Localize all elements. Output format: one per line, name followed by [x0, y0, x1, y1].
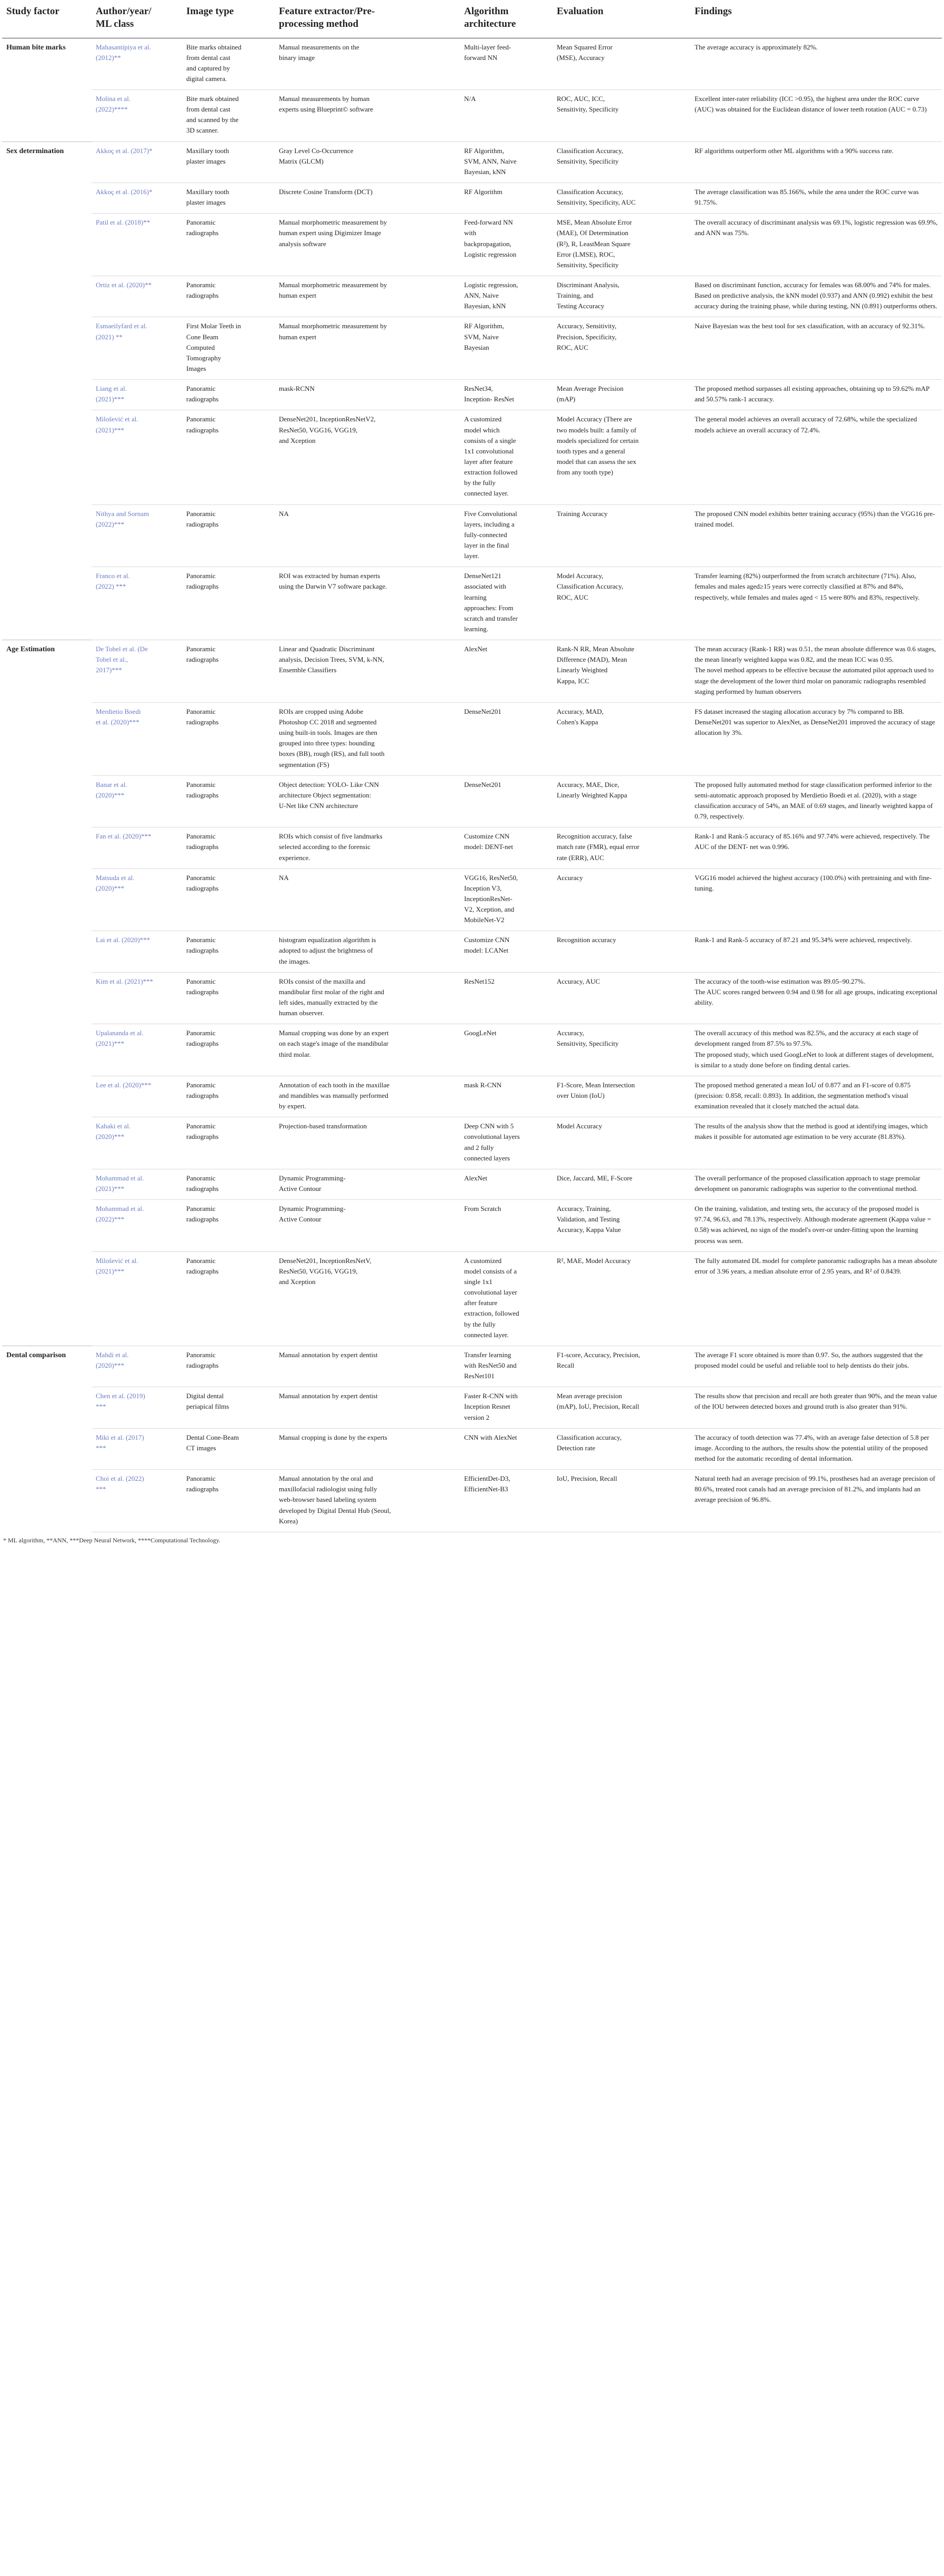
findings-cell: The average accuracy is approximately 82%. [690, 38, 942, 90]
feature-extractor-cell: Manual cropping is done by the experts [275, 1428, 460, 1469]
author-link[interactable]: Patil et al. (2018)** [92, 214, 182, 276]
image-type-cell: Dental Cone-Beam CT images [182, 1428, 275, 1469]
findings-cell: The average classification was 85.166%, while the area under the ROC curve was 91.75%. [690, 183, 942, 214]
study-factor-cell [2, 1470, 92, 1532]
study-factor-cell [2, 380, 92, 410]
evaluation-cell: Accuracy, Sensitivity, Precision, Specificity, ROC, AUC [553, 317, 690, 380]
table-row [2, 380, 942, 410]
algorithm-cell: RF Algorithm, SVM, Naive Bayesian [460, 317, 553, 380]
author-link[interactable]: Mohammad et al. (2021)*** [92, 1169, 182, 1199]
author-link[interactable]: De Tobel et al. (De Tobel et al., 2017)*** [92, 640, 182, 703]
study-factor-cell [2, 1117, 92, 1169]
table-row [2, 410, 942, 504]
author-link[interactable]: Upalananda et al. (2021)*** [92, 1024, 182, 1076]
algorithm-cell: A customized model which consists of a single 1x1 convolutional layer after feature extraction followed by the fully connected layer. [460, 410, 553, 504]
author-link[interactable]: Milošević et al. (2021)*** [92, 1251, 182, 1346]
table-row [2, 775, 942, 827]
algorithm-cell: mask R-CNN [460, 1076, 553, 1117]
findings-cell: The average F1 score obtained is more than 0.97. So, the authors suggested that the proposed model could be useful and reliable tool to help dentists do their jobs. [690, 1346, 942, 1387]
author-link[interactable]: Fan et al. (2020)*** [92, 827, 182, 868]
image-type-cell: Panoramic radiographs [182, 1200, 275, 1252]
feature-extractor-cell: ROIs are cropped using Adobe Photoshop CC 2018 and segmented using built-in tools. Images are then grouped into three types: bounding boxes (BB), rough (RS), and full tooth segmentation (FS) [275, 702, 460, 775]
algorithm-cell: Faster R-CNN with Inception Resnet version 2 [460, 1387, 553, 1428]
evaluation-cell: R², MAE, Model Accuracy [553, 1251, 690, 1346]
author-link[interactable]: Nithya and Sornam (2022)*** [92, 504, 182, 567]
algorithm-cell: DenseNet201 [460, 775, 553, 827]
image-type-cell: Bite marks obtained from dental cast and captured by digital camera. [182, 38, 275, 90]
header-findings: Findings [690, 1, 942, 38]
author-link[interactable]: Miki et al. (2017) *** [92, 1428, 182, 1469]
study-factor-cell [2, 214, 92, 276]
image-type-cell: Panoramic radiographs [182, 1470, 275, 1532]
evaluation-cell: Accuracy [553, 868, 690, 931]
study-factor-cell [2, 276, 92, 317]
algorithm-cell: VGG16, ResNet50, Inception V3, InceptionResNet- V2, Xception, and MobileNet-V2 [460, 868, 553, 931]
findings-cell: Excellent inter-rater reliability (ICC >0.95), the highest area under the ROC curve (AUC) was obtained for the Euclidean distance of lower teeth rotation (AUC = 0.73) [690, 90, 942, 142]
algorithm-cell: AlexNet [460, 1169, 553, 1199]
header-image-type: Image type [182, 1, 275, 38]
findings-cell: The fully automated DL model for complete panoramic radiographs has a mean absolute error of 3.96 years, a median absolute error of 2.95 years, and R² of 0.8439. [690, 1251, 942, 1346]
author-link[interactable]: Chen et al. (2019) *** [92, 1387, 182, 1428]
algorithm-cell: Logistic regression, ANN, Naive Bayesian, kNN [460, 276, 553, 317]
algorithm-cell: Transfer learning with ResNet50 and ResNet101 [460, 1346, 553, 1387]
table-row [2, 1169, 942, 1199]
table-row [2, 183, 942, 214]
author-link[interactable]: Lai et al. (2020)*** [92, 931, 182, 972]
feature-extractor-cell: Manual annotation by expert dentist [275, 1346, 460, 1387]
findings-cell: The overall accuracy of discriminant analysis was 69.1%, logistic regression was 69.9%, and ANN was 75%. [690, 214, 942, 276]
image-type-cell: Maxillary tooth plaster images [182, 142, 275, 183]
author-link[interactable]: Kahaki et al. (2020)*** [92, 1117, 182, 1169]
header-evaluation: Evaluation [553, 1, 690, 38]
algorithm-cell: Feed-forward NN with backpropagation, Logistic regression [460, 214, 553, 276]
footnote: * ML algorithm, **ANN, ***Deep Neural Network, ****Computational Technology. [3, 1537, 220, 1544]
evaluation-cell: Recognition accuracy, false match rate (FMR), equal error rate (ERR), AUC [553, 827, 690, 868]
study-factor-cell [2, 317, 92, 380]
evaluation-cell: F1-Score, Mean Intersection over Union (IoU) [553, 1076, 690, 1117]
study-factor-cell [2, 183, 92, 214]
evaluation-cell: Recognition accuracy [553, 931, 690, 972]
findings-cell: The overall performance of the proposed classification approach to stage premolar development on panoramic radiographs was superior to the conventional method. [690, 1169, 942, 1199]
image-type-cell: Panoramic radiographs [182, 380, 275, 410]
study-factor-cell: Sex determination [2, 142, 92, 183]
image-type-cell: Panoramic radiographs [182, 1024, 275, 1076]
feature-extractor-cell: Manual morphometric measurement by human expert [275, 276, 460, 317]
image-type-cell: Panoramic radiographs [182, 410, 275, 504]
image-type-cell: Panoramic radiographs [182, 504, 275, 567]
evaluation-cell: Classification accuracy, Detection rate [553, 1428, 690, 1469]
table-row [2, 702, 942, 775]
algorithm-cell: EfficientDet-D3, EfficientNet-B3 [460, 1470, 553, 1532]
table-row [2, 1024, 942, 1076]
study-factor-cell [2, 775, 92, 827]
findings-cell: The accuracy of the tooth-wise estimation was 89.05–90.27%. The AUC scores ranged between 0.94 and 0.98 for all age groups, indicating exceptional ability. [690, 972, 942, 1024]
table-row [2, 317, 942, 380]
study-factor-cell [2, 868, 92, 931]
author-link[interactable]: Esmaeilyfard et al. (2021) ** [92, 317, 182, 380]
evaluation-cell: Accuracy, Training, Validation, and Testing Accuracy, Kappa Value [553, 1200, 690, 1252]
feature-extractor-cell: NA [275, 504, 460, 567]
feature-extractor-cell: Projection-based transformation [275, 1117, 460, 1169]
author-link[interactable]: Merdietio Boedi et al. (2020)*** [92, 702, 182, 775]
image-type-cell: Maxillary tooth plaster images [182, 183, 275, 214]
evaluation-cell: Mean Average Precision (mAP) [553, 380, 690, 410]
algorithm-cell: DenseNet121 associated with learning approaches: From scratch and transfer learning. [460, 567, 553, 640]
feature-extractor-cell: Manual measurements by human experts using Blueprint© software [275, 90, 460, 142]
findings-cell: Based on discriminant function, accuracy for females was 68.00% and 74% for males. Based on predictive analysis, the kNN model (0.937) and ANN (0.992) exhibit the best accuracy during the training phase, while during testing, NN (0.891) outperforms others. [690, 276, 942, 317]
algorithm-cell: Customize CNN model: DENT-net [460, 827, 553, 868]
feature-extractor-cell: Manual measurements on the binary image [275, 38, 460, 90]
image-type-cell: Panoramic radiographs [182, 931, 275, 972]
author-link[interactable]: Lee et al. (2020)*** [92, 1076, 182, 1117]
table-row [2, 1117, 942, 1169]
evaluation-cell: Dice, Jaccard, ME, F-Score [553, 1169, 690, 1199]
evaluation-cell: Mean Squared Error (MSE), Accuracy [553, 38, 690, 90]
feature-extractor-cell: Linear and Quadratic Discriminant analysis, Decision Trees, SVM, k-NN, Ensemble Classifiers [275, 640, 460, 703]
feature-extractor-cell: ROIs consist of the maxilla and mandibular first molar of the right and left sides, manually extracted by the human observer. [275, 972, 460, 1024]
findings-cell: Rank-1 and Rank-5 accuracy of 85.16% and 97.74% were achieved, respectively. The AUC of the DENT- net was 0.996. [690, 827, 942, 868]
evaluation-cell: Discriminant Analysis, Training, and Testing Accuracy [553, 276, 690, 317]
feature-extractor-cell: Dynamic Programming- Active Contour [275, 1200, 460, 1252]
evaluation-cell: Model Accuracy, Classification Accuracy, ROC, AUC [553, 567, 690, 640]
author-link[interactable]: Molina et al. (2022)**** [92, 90, 182, 142]
image-type-cell: Digital dental periapical films [182, 1387, 275, 1428]
study-factor-cell [2, 1428, 92, 1469]
feature-extractor-cell: Manual morphometric measurement by human expert [275, 317, 460, 380]
findings-cell: FS dataset increased the staging allocation accuracy by 7% compared to BB. DenseNet201 was superior to AlexNet, as DenseNet201 improved the accuracy of stage allocation by 3%. [690, 702, 942, 775]
study-factor-cell: Human bite marks [6, 43, 66, 52]
table-row [2, 1251, 942, 1346]
image-type-cell: Panoramic radiographs [182, 1076, 275, 1117]
table-row [2, 1428, 942, 1469]
findings-cell: Naive Bayesian was the best tool for sex classification, with an accuracy of 92.31%. [690, 317, 942, 380]
header-author-year: Author/year/ ML class [92, 1, 182, 38]
algorithm-cell: RF Algorithm, SVM, ANN, Naive Bayesian, kNN [460, 142, 553, 183]
image-type-cell: Panoramic radiographs [182, 868, 275, 931]
study-factor-cell [2, 972, 92, 1024]
author-link[interactable]: Liang et al. (2021)*** [92, 380, 182, 410]
table-row [2, 868, 942, 931]
header-study-factor: Study factor [2, 1, 92, 38]
table-row [2, 931, 942, 972]
algorithm-cell: RF Algorithm [460, 183, 553, 214]
table-header-row [2, 1, 942, 38]
algorithm-cell: Customize CNN model: LCANet [460, 931, 553, 972]
author-link[interactable]: Mahasantipiya et al. (2012)** [92, 38, 182, 90]
author-link[interactable]: Franco et al. (2022) *** [92, 567, 182, 640]
author-link[interactable]: Akkoç et al. (2016)* [92, 183, 182, 214]
table-row [2, 504, 942, 567]
image-type-cell: Panoramic radiographs [182, 1346, 275, 1387]
author-link[interactable]: Mahdi et al. (2020)*** [92, 1346, 182, 1387]
feature-extractor-cell: Manual morphometric measurement by human expert using Digimizer Image analysis software [275, 214, 460, 276]
table-row [2, 972, 942, 1024]
author-link[interactable]: Milošević et al. (2021)*** [92, 410, 182, 504]
evaluation-cell: Classification Accuracy, Sensitivity, Specificity, AUC [553, 183, 690, 214]
study-factor-cell [2, 567, 92, 640]
findings-cell: Transfer learning (82%) outperformed the from scratch architecture (71%). Also, females and males aged≥15 years were correctly classified at 87% and 84%, respectively, while females and males aged < 15 were 80% and 83%, respectively. [690, 567, 942, 640]
study-factor-cell [2, 1024, 92, 1076]
feature-extractor-cell: NA [275, 868, 460, 931]
table-row [2, 142, 942, 183]
study-factor-cell [2, 410, 92, 504]
evaluation-cell: Model Accuracy (There are two models built: a family of models specialized for certain tooth types and a general model that can assess the sex from any tooth type) [553, 410, 690, 504]
study-factor-cell [2, 827, 92, 868]
study-factor-cell [2, 1387, 92, 1428]
evaluation-cell: Accuracy, MAD, Cohen's Kappa [553, 702, 690, 775]
study-factor-cell [2, 90, 92, 142]
study-table [2, 1, 942, 1532]
table-row [2, 1200, 942, 1252]
evaluation-cell: Rank-N RR, Mean Absolute Difference (MAD), Mean Linearly Weighted Kappa, ICC [553, 640, 690, 703]
image-type-cell: Panoramic radiographs [182, 214, 275, 276]
feature-extractor-cell: histogram equalization algorithm is adopted to adjust the brightness of the images. [275, 931, 460, 972]
algorithm-cell: ResNet152 [460, 972, 553, 1024]
feature-extractor-cell: mask-RCNN [275, 380, 460, 410]
table-row [2, 1470, 942, 1532]
study-factor-cell [2, 1169, 92, 1199]
algorithm-cell: Multi-layer feed- forward NN [460, 38, 553, 90]
author-link[interactable]: Matsuda et al. (2020)*** [92, 868, 182, 931]
findings-cell: The results show that precision and recall are both greater than 90%, and the mean value of the IOU between detected boxes and ground truth is also greater than 91%. [690, 1387, 942, 1428]
table-row [2, 90, 942, 142]
feature-extractor-cell: ROIs which consist of five landmarks selected according to the forensic experience. [275, 827, 460, 868]
algorithm-cell: Five Convolutional layers, including a fully-connected layer in the final layer. [460, 504, 553, 567]
findings-cell: The proposed CNN model exhibits better training accuracy (95%) than the VGG16 pre-trained model. [690, 504, 942, 567]
study-factor-cell [2, 702, 92, 775]
table-row [2, 1076, 942, 1117]
evaluation-cell: Training Accuracy [553, 504, 690, 567]
header-feature-extractor: Feature extractor/Pre- processing method [275, 1, 460, 38]
feature-extractor-cell: Manual cropping was done by an expert on each stage's image of the mandibular third molar. [275, 1024, 460, 1076]
image-type-cell: Panoramic radiographs [182, 702, 275, 775]
findings-cell: The results of the analysis show that the method is good at identifying images, which makes it possible for automated age estimation to be very accurate (81.83%). [690, 1117, 942, 1169]
findings-cell: VGG16 model achieved the highest accuracy (100.0%) with pretraining and with fine-tuning. [690, 868, 942, 931]
feature-extractor-cell: DenseNet201, InceptionResNetV, ResNet50, VGG16, VGG19, and Xception [275, 1251, 460, 1346]
table-body [2, 38, 942, 1532]
evaluation-cell: Accuracy, MAE, Dice, Linearly Weighted Kappa [553, 775, 690, 827]
findings-cell: The mean accuracy (Rank-1 RR) was 0.51, the mean absolute difference was 0.6 stages, the mean linearly weighted kappa was 0.82, and the mean ICC was 0.95. The novel method appears to be effective because the automated pilot approach used to stage the development of the lower third molar on panoramic radiographs resembled staging performed by human observers [690, 640, 942, 703]
algorithm-cell: DenseNet201 [460, 702, 553, 775]
image-type-cell: Panoramic radiographs [182, 567, 275, 640]
table-row [2, 567, 942, 640]
evaluation-cell: F1-score, Accuracy, Precision, Recall [553, 1346, 690, 1387]
study-factor-cell: Age Estimation [2, 640, 92, 703]
author-link[interactable]: Ortiz et al. (2020)** [92, 276, 182, 317]
image-type-cell: First Molar Teeth in Cone Beam Computed Tomography Images [182, 317, 275, 380]
feature-extractor-cell: Manual annotation by the oral and maxillofacial radiologist using fully web-browser based labeling system developed by Digital Dental Hub (Seoul, Korea) [275, 1470, 460, 1532]
header-algorithm: Algorithm architecture [460, 1, 553, 38]
study-factor-cell [2, 1251, 92, 1346]
findings-cell: The accuracy of tooth detection was 77.4%, with an average false detection of 5.8 per image. According to the authors, the results show the potential utility of the proposed method for the automatic recording of dental information. [690, 1428, 942, 1469]
findings-cell: Natural teeth had an average precision of 99.1%, prostheses had an average precision of 80.6%, treated root canals had an average precision of 81.2%, and implants had an average precision of 96.8%. [690, 1470, 942, 1532]
table-row [2, 1346, 942, 1387]
evaluation-cell: Classification Accuracy, Sensitivity, Specificity [553, 142, 690, 183]
findings-cell: The proposed fully automated method for stage classification performed inferior to the semi-automatic approach proposed by Merdietio Boedi et al. (2020), with a stage classification accuracy of 54%, an MAE of 0.69 stages, and linearly weighted kappa of 0.79, respectively. [690, 775, 942, 827]
feature-extractor-cell: Manual annotation by expert dentist [275, 1387, 460, 1428]
author-link[interactable]: Kim et al. (2021)*** [92, 972, 182, 1024]
findings-cell: The proposed method generated a mean IoU of 0.877 and an F1-score of 0.875 (precision: 0.858, recall: 0.893). In addition, the segmentation method's visual examination revealed that it closely matched the actual data. [690, 1076, 942, 1117]
image-type-cell: Panoramic radiographs [182, 972, 275, 1024]
findings-cell: On the training, validation, and testing sets, the accuracy of the proposed model is 97.74, 96.63, and 78.13%, respectively. Although moderate agreement (Kappa value = 0.58) was achieved, no sign of the model's over-or under-fitting upon the learning process was seen. [690, 1200, 942, 1252]
evaluation-cell: Accuracy, Sensitivity, Specificity [553, 1024, 690, 1076]
algorithm-cell: N/A [460, 90, 553, 142]
findings-cell: RF algorithms outperform other ML algorithms with a 90% success rate. [690, 142, 942, 183]
algorithm-cell: From Scratch [460, 1200, 553, 1252]
study-factor-cell: Dental comparison [2, 1346, 92, 1387]
evaluation-cell: IoU, Precision, Recall [553, 1470, 690, 1532]
findings-cell: The general model achieves an overall accuracy of 72.68%, while the specialized models achieve an overall accuracy of 72.4%. [690, 410, 942, 504]
study-factor-cell [2, 1076, 92, 1117]
image-type-cell: Panoramic radiographs [182, 1251, 275, 1346]
author-link[interactable]: Banar et al. (2020)*** [92, 775, 182, 827]
evaluation-cell: Accuracy, AUC [553, 972, 690, 1024]
image-type-cell: Panoramic radiographs [182, 827, 275, 868]
image-type-cell: Panoramic radiographs [182, 1117, 275, 1169]
table-row [2, 214, 942, 276]
findings-cell: Rank-1 and Rank-5 accuracy of 87.21 and 95.34% were achieved, respectively. [690, 931, 942, 972]
evaluation-cell: Model Accuracy [553, 1117, 690, 1169]
evaluation-cell: Mean average precision (mAP), IoU, Precision, Recall [553, 1387, 690, 1428]
findings-cell: The overall accuracy of this method was 82.5%, and the accuracy at each stage of development ranged from 87.5% to 97.5%. The proposed study, which used GoogLeNet to look at different stages of development, is similar to a study done before on finding dental caries. [690, 1024, 942, 1076]
image-type-cell: Panoramic radiographs [182, 276, 275, 317]
image-type-cell: Bite mark obtained from dental cast and scanned by the 3D scanner. [182, 90, 275, 142]
table-row [2, 1387, 942, 1428]
table-row [2, 827, 942, 868]
algorithm-cell: ResNet34, Inception- ResNet [460, 380, 553, 410]
algorithm-cell: A customized model consists of a single 1x1 convolutional layer after feature extraction, followed by the fully connected layer. [460, 1251, 553, 1346]
algorithm-cell: AlexNet [460, 640, 553, 703]
table-row [2, 38, 942, 90]
algorithm-cell: Deep CNN with 5 convolutional layers and 2 fully connected layers [460, 1117, 553, 1169]
table-row [2, 276, 942, 317]
study-factor-cell [2, 504, 92, 567]
feature-extractor-cell: Annotation of each tooth in the maxillae and mandibles was manually performed by expert. [275, 1076, 460, 1117]
study-factor-cell [2, 1200, 92, 1252]
feature-extractor-cell: Discrete Cosine Transform (DCT) [275, 183, 460, 214]
feature-extractor-cell: DenseNet201, InceptionResNetV2, ResNet50, VGG16, VGG19, and Xception [275, 410, 460, 504]
feature-extractor-cell: Dynamic Programming- Active Contour [275, 1169, 460, 1199]
evaluation-cell: MSE, Mean Absolute Error (MAE), Of Determination (R²), R, LeastMean Square Error (LMSE), ROC, Sensitivity, Specificity [553, 214, 690, 276]
algorithm-cell: GoogLeNet [460, 1024, 553, 1076]
author-link[interactable]: Akkoç et al. (2017)* [92, 142, 182, 183]
author-link[interactable]: Mohammad et al. (2022)*** [92, 1200, 182, 1252]
study-factor-cell [2, 931, 92, 972]
evaluation-cell: ROC, AUC, ICC, Sensitivity, Specificity [553, 90, 690, 142]
image-type-cell: Panoramic radiographs [182, 775, 275, 827]
author-link[interactable]: Choi et al. (2022) *** [92, 1470, 182, 1532]
image-type-cell: Panoramic radiographs [182, 640, 275, 703]
feature-extractor-cell: Object detection: YOLO- Like CNN architecture Object segmentation: U-Net like CNN architecture [275, 775, 460, 827]
findings-cell: The proposed method surpasses all existing approaches, obtaining up to 59.62% mAP and 50.57% rank-1 accuracy. [690, 380, 942, 410]
feature-extractor-cell: Gray Level Co-Occurrence Matrix (GLCM) [275, 142, 460, 183]
table-row [2, 640, 942, 703]
feature-extractor-cell: ROI was extracted by human experts using the Darwin V7 software package. [275, 567, 460, 640]
algorithm-cell: CNN with AlexNet [460, 1428, 553, 1469]
image-type-cell: Panoramic radiographs [182, 1169, 275, 1199]
